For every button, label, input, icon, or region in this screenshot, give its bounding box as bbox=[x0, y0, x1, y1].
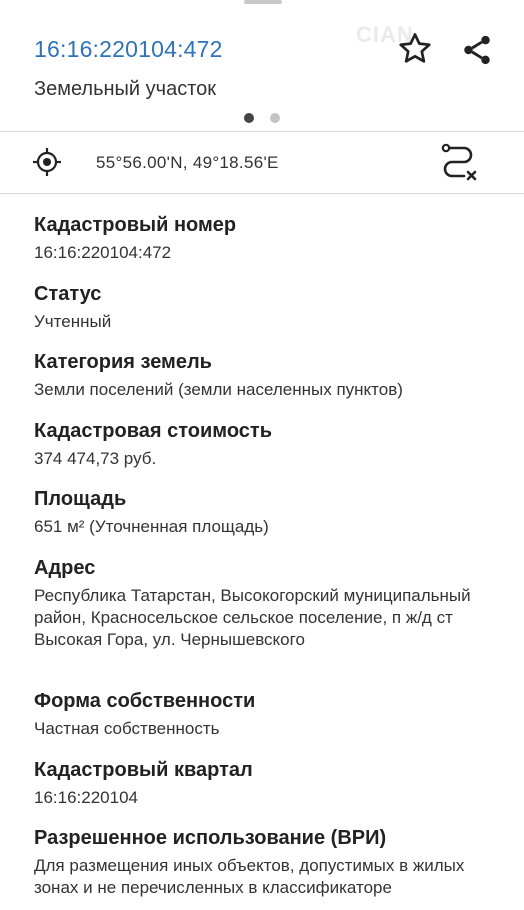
field-value[interactable]: 16:16:220104 bbox=[34, 788, 138, 807]
watermark-logo: CIAN bbox=[356, 22, 414, 47]
field-value[interactable]: Учтенный bbox=[34, 312, 112, 331]
field-cadastral-quarter bbox=[34, 757, 494, 809]
field-value[interactable]: 374 474,73 руб. bbox=[34, 449, 157, 468]
field-label: Разрешенное использование (ВРИ) bbox=[34, 827, 387, 849]
share-icon[interactable] bbox=[460, 32, 494, 68]
crosshair-icon[interactable] bbox=[32, 147, 62, 177]
field-value[interactable]: Частная собственность bbox=[34, 719, 220, 738]
object-type-subtitle: Земельный участок bbox=[34, 78, 217, 100]
sheet-drag-handle[interactable] bbox=[244, 0, 282, 4]
field-permitted-use bbox=[34, 825, 494, 899]
field-status bbox=[34, 281, 494, 333]
cadastral-number-title[interactable]: 16:16:220104:472 bbox=[34, 36, 223, 62]
field-ownership-form bbox=[34, 688, 494, 740]
page-dot-active[interactable] bbox=[244, 113, 254, 123]
field-value[interactable]: Республика Татарстан, Высокогорский муниципальный район, Красносельское сельское поселение, п ж/д ст Высокая Гора, ул. Чернышевского bbox=[34, 586, 471, 649]
field-value[interactable]: 16:16:220104:472 bbox=[34, 243, 172, 262]
page-dot[interactable] bbox=[270, 113, 280, 123]
field-cadastral-value bbox=[34, 418, 494, 470]
field-label: Статус bbox=[34, 283, 102, 305]
field-label: Форма собственности bbox=[34, 690, 256, 712]
field-area bbox=[34, 486, 494, 538]
route-clear-icon[interactable] bbox=[440, 143, 478, 183]
field-label: Кадастровый номер bbox=[34, 214, 237, 236]
divider-top bbox=[0, 131, 524, 132]
coordinates-row[interactable] bbox=[0, 133, 524, 193]
page-indicator bbox=[244, 113, 280, 123]
field-label: Кадастровый квартал bbox=[34, 759, 253, 781]
field-land-category bbox=[34, 349, 494, 401]
divider-coordinates bbox=[0, 193, 524, 194]
star-icon[interactable] bbox=[396, 30, 434, 68]
field-label: Площадь bbox=[34, 488, 127, 510]
field-label: Адрес bbox=[34, 557, 96, 579]
field-cadastral-number bbox=[34, 212, 494, 264]
field-value[interactable]: Земли поселений (земли населенных пунктов) bbox=[34, 380, 403, 399]
field-label: Кадастровая стоимость bbox=[34, 420, 272, 442]
field-label: Категория земель bbox=[34, 351, 212, 373]
field-address bbox=[34, 555, 494, 651]
field-value[interactable]: 651 м² (Уточненная площадь) bbox=[34, 517, 269, 536]
coordinates-text[interactable]: 55°56.00'N, 49°18.56'E bbox=[96, 153, 279, 172]
field-value[interactable]: Для размещения иных объектов, допустимых в жилых зонах и не перечисленных в классификаторе bbox=[34, 856, 465, 897]
